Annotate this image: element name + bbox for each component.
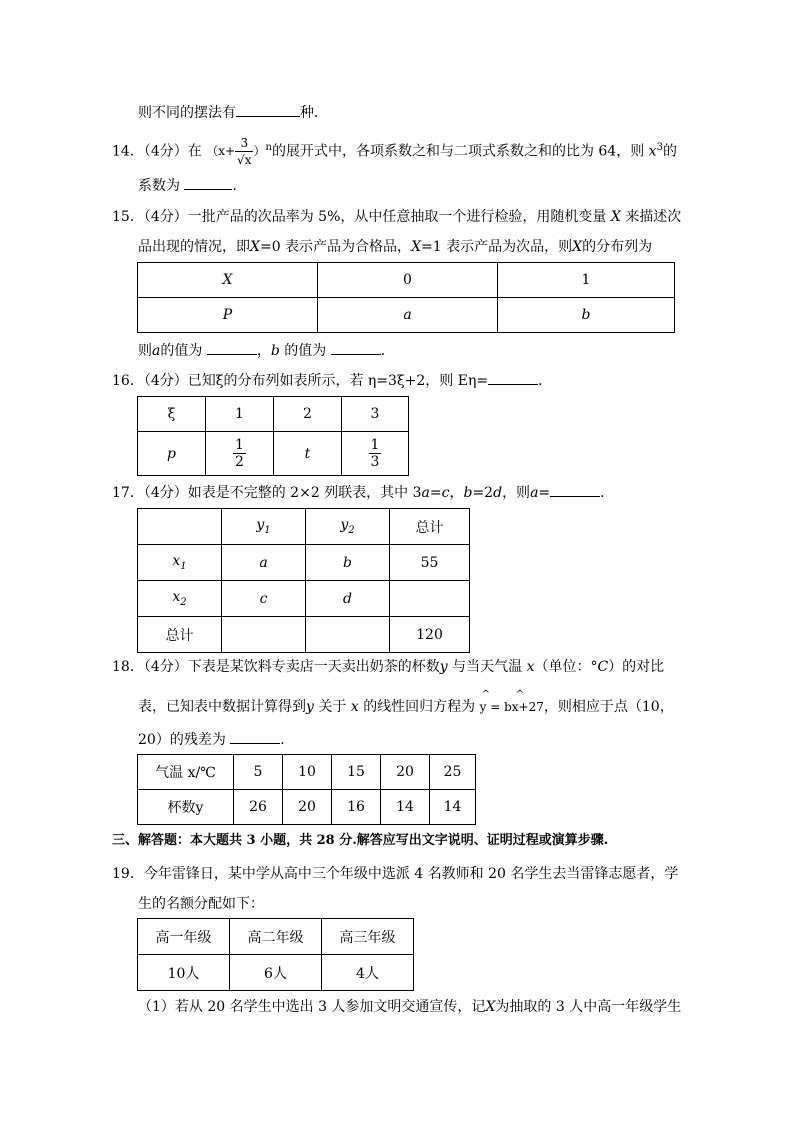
q13-blank[interactable] <box>236 104 300 117</box>
q17-y2: $y_2$ <box>306 509 390 545</box>
q14-line2: 系数为 ． <box>138 178 247 194</box>
q18-line3: 20）的残差为 ． <box>138 732 295 748</box>
q16-table: ξ 1 2 3 p $\frac{1}{2}$ t $\frac{1}{3}$ <box>137 396 409 476</box>
q13-tail: 则不同的摆法有 种． <box>138 105 328 121</box>
q18-blank[interactable] <box>230 731 280 744</box>
q14-binomial: （x+ $\frac{3}{√x}$ ）$^n$ <box>206 136 272 167</box>
q15-table: X 0 1 P a b <box>137 262 675 333</box>
q17-table: $y_1$ $y_2$ 总计 $x_1$ a b 55 $x_2$ c d 总计 120 <box>137 508 470 653</box>
q17-x1: $x_1$ <box>138 545 222 581</box>
q18-line2: 表，已知表中数据计算得到y 关于 x 的线性回归方程为 ^ ^ y = bx+27，则相应于点（10， <box>138 689 674 715</box>
q15-line2: 品出现的情况，即X=0 表示产品为合格品，X=1 表示产品为次品，则X的分布列为 <box>138 239 653 255</box>
q16-p3: $\frac{1}{3}$ <box>342 432 409 476</box>
section3-heading: 三、解答题：本大题共 3 小题，共 28 分.解答应写出文字说明、证明过程或演算步骤. <box>112 833 609 848</box>
q14-line1: 14．（4分）在 （x+ $\frac{3}{√x}$ ）$^n$的展开式中，各项系数之和与二项式系数之和的比为 64，则 $x^3$的 <box>112 136 677 167</box>
q16-p1: $\frac{1}{2}$ <box>206 432 274 476</box>
q18-line1: 18．（4分）下表是某饮料专卖店一天卖出奶茶的杯数y 与当天气温 x（单位：°C）的对比 <box>112 659 665 675</box>
q17-x2: $x_2$ <box>138 581 222 617</box>
q15-after: 则a的值为 ，b 的值为 ． <box>138 343 395 359</box>
q19-line1: 19．今年雷锋日，某中学从高中三个年级中选派 4 名教师和 20 名学生去当雷锋志愿者，学 <box>112 866 679 882</box>
q17-y1: $y_1$ <box>222 509 306 545</box>
q18-equation: ^ ^ y = bx+27 <box>479 689 544 714</box>
q17-blank[interactable] <box>550 484 600 497</box>
q17-line: 17．（4分）如表是不完整的 2×2 列联表，其中 3a=c，b=2d，则a= ． <box>112 485 615 501</box>
q15-line1: 15．（4分）一批产品的次品率为 5%，从中任意抽取一个进行检验，用随机变量 X 来描述次 <box>112 209 682 225</box>
q18-table: 气温 x/℃ 5 10 15 20 25 杯数y 26 20 16 14 14 <box>137 754 476 825</box>
q19-table: 高一年级 高二年级 高三年级 10人 6人 4人 <box>137 918 414 991</box>
q16-line: 16．（4分）已知ξ的分布列如表所示，若 η=3ξ+2，则 Eη= ． <box>112 373 553 389</box>
q14-blank[interactable] <box>184 177 232 190</box>
q19-sub1: （1）若从 20 名学生中选出 3 人参加文明交通宣传，记X为抽取的 3 人中高一年级学生 <box>138 999 682 1015</box>
q19-line2: 生的名额分配如下： <box>138 896 264 912</box>
q15-blank-a[interactable] <box>207 342 257 355</box>
q15-blank-b[interactable] <box>331 342 381 355</box>
q16-blank[interactable] <box>488 372 538 385</box>
